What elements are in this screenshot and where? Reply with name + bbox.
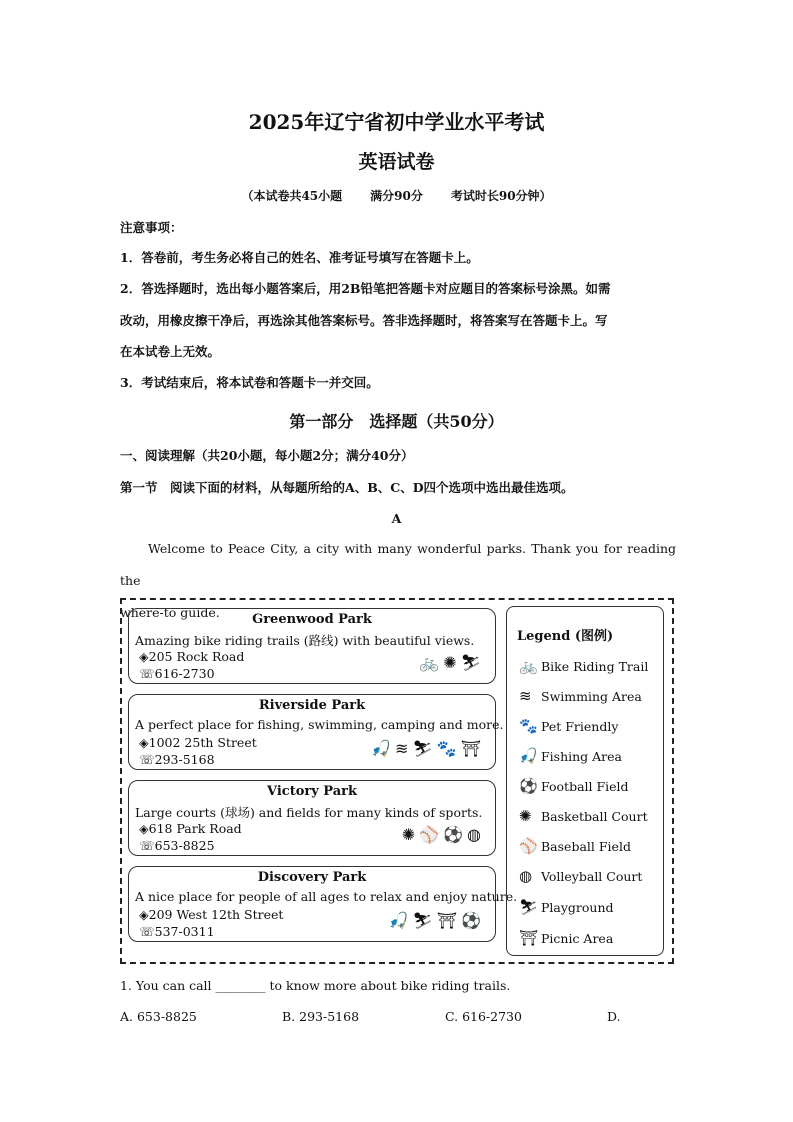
legend-item [519,807,648,825]
notes-heading: 注意事项： [120,220,183,235]
address-text: 618 Park Road [148,821,242,836]
option-a: A. 653-8825 [120,1009,197,1024]
playground-icon: ⛷ [412,739,433,758]
fishing-icon: 🎣 [371,739,392,758]
option-d: D. [607,1009,621,1024]
exam-title: 2025年辽宁省初中学业水平考试 [248,110,545,134]
phone-text: 293-5168 [154,752,215,767]
legend-item [519,717,618,735]
option-b: B. 293-5168 [282,1009,360,1024]
park-address [139,735,257,750]
legend-item [519,777,629,795]
volleyball-icon: ◍ [467,825,481,844]
passage-label: A [391,511,402,526]
park-card-riverside [128,694,504,770]
address-icon: ◈ [139,821,149,836]
address-icon: ◈ [139,735,149,750]
bike-icon: 🚲 [419,653,440,672]
park-icons [415,653,481,672]
legend-item [519,929,613,947]
baseball-icon: ⚾ [519,837,538,855]
phone-text: 616-2730 [154,666,215,681]
park-card-greenwood [128,608,496,684]
football-icon: ⚽ [461,911,481,930]
part1-title: 第一部分 选择题（共50分） [289,412,504,431]
park-desc: A perfect place for fishing, swimming, camping and more. [135,717,504,732]
legend-label: Baseball Field [541,839,631,854]
option-c: C. 616-2730 [445,1009,522,1024]
legend-label: Picnic Area [541,931,614,946]
phone-icon: ☏ [139,924,155,939]
intro-line-1: Welcome to Peace City, a city with many wonderful parks. Thank you for reading the [120,541,676,588]
baseball-icon: ⚾ [419,825,440,844]
playground-icon: ⛷ [412,911,433,930]
legend-label: Football Field [541,779,629,794]
phone-icon: ☏ [139,666,155,681]
park-card-victory [128,780,496,856]
phone-icon: ☏ [139,752,155,767]
section-heading: 一、阅读理解（共20小题，每小题2分；满分40分） [120,448,414,463]
legend-label: Fishing Area [541,749,623,764]
picnic-icon: ⛩ [460,739,481,758]
playground-icon: ⛷ [460,653,481,672]
park-icons [398,825,481,844]
park-phone [139,666,215,681]
phone-text: 537-0311 [154,924,215,939]
park-desc: Amazing bike riding trails (路线) with beautiful views. [135,633,475,648]
park-guide [120,598,674,964]
park-address [139,821,242,836]
exam-info-score: 满分90分 [370,189,423,203]
football-icon: ⚽ [519,777,538,795]
swimming-icon: ≋ [395,739,409,758]
playground-icon: ⛷ [519,898,539,916]
legend-label: Volleyball Court [541,869,643,884]
legend-item [519,687,642,705]
address-icon: ◈ [139,907,149,922]
fishing-icon: 🎣 [388,911,409,930]
park-icons [385,911,481,930]
pet-icon: 🐾 [436,739,457,758]
note-line: 2．答选择题时，选出每小题答案后，用2B铅笔把答题卡对应题目的答案标号涂黑。如需 [120,281,611,296]
legend-item [519,747,622,765]
legend-label: Playground [541,900,614,915]
legend-item [519,657,648,675]
basketball-icon: ✺ [401,825,416,844]
address-text: 205 Rock Road [148,649,245,664]
legend-title: Legend (图例) [517,629,614,644]
park-phone [139,924,215,939]
park-card-discovery [128,866,518,942]
legend-item [519,867,642,885]
legend-label: Bike Riding Trail [541,659,649,674]
note-line: 3．考试结束后，将本试卷和答题卡一并交回。 [120,375,379,390]
park-phone [139,838,215,853]
subsection-heading: 第一节 阅读下面的材料，从每题所给的A、B、C、D四个选项中选出最佳选项。 [120,480,574,495]
swimming-icon: ≋ [519,687,532,705]
exam-info [0,187,793,204]
note-line: 在本试卷上无效。 [120,344,221,359]
bike-icon: 🚲 [519,657,538,675]
picnic-icon: ⛩ [436,911,458,930]
basketball-icon: ✺ [443,653,457,672]
phone-icon: ☏ [139,838,155,853]
park-name: Discovery Park [257,870,367,885]
legend-item [519,898,614,916]
park-icons [367,739,481,758]
phone-text: 653-8825 [154,838,215,853]
legend-box [506,606,664,956]
intro-line-2: where-to guide. [120,605,220,620]
park-desc: A nice place for people of all ages to relax and enjoy nature. [135,889,518,904]
football-icon: ⚽ [443,825,464,844]
park-address [139,907,283,922]
address-icon: ◈ [139,649,149,664]
park-name: Victory Park [266,784,358,799]
address-text: 1002 25th Street [148,735,257,750]
volleyball-icon: ◍ [519,867,533,885]
exam-info-time: 考试时长90分钟） [450,189,552,203]
exam-subtitle: 英语试卷 [358,151,435,173]
note-line: 1．答卷前，考生务必将自己的姓名、准考证号填写在答题卡上。 [120,250,479,265]
park-address [139,649,244,664]
pet-icon: 🐾 [519,717,538,735]
question-1-stem: 1. You can call ________ to know more about bike riding trails. [120,978,511,993]
picnic-icon: ⛩ [519,929,539,947]
park-name: Greenwood Park [252,612,372,627]
address-text: 209 West 12th Street [148,907,284,922]
fishing-icon: 🎣 [519,747,538,765]
park-name: Riverside Park [258,698,366,713]
exam-info-questions: （本试卷共45小题 [241,189,343,203]
legend-item [519,837,631,855]
legend-label: Pet Friendly [541,719,619,734]
park-desc: Large courts (球场) and fields for many kinds of sports. [135,805,483,820]
legend-label: Basketball Court [541,809,648,824]
note-line: 改动，用橡皮擦干净后，再选涂其他答案标号。答非选择题时，将答案写在答题卡上。写 [120,313,608,328]
park-phone [139,752,215,767]
legend-label: Swimming Area [541,689,642,704]
basketball-icon: ✺ [519,807,532,825]
